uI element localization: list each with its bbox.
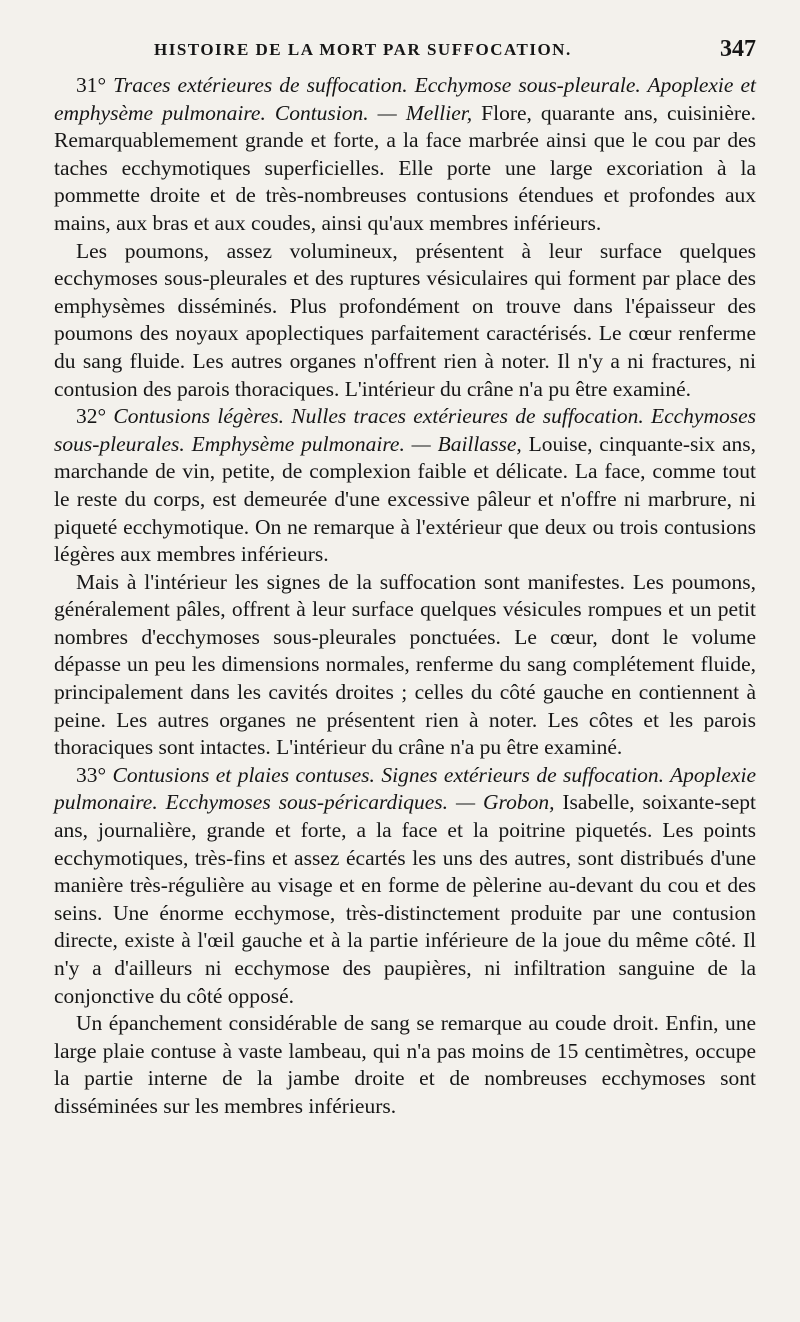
paragraph-text: Mais à l'intérieur les signes de la suffocation sont manifestes. Les poumons, généralement pâles, offrent à leur surface quelques vésicules rompues et un petit nombres d'ecchymoses sous-pleurales ponctuées. Le cœur, dont le volume dépasse un peu les dimensions normales, renferme du sang complétement fluide, principalement dans les cavités droites ; celles du côté gauche en contiennent à peine. Les autres organes ne présentent rien à noter. Les côtes et les parois thoraciques sont intactes. L'intérieur du crâne n'a pu être examiné. xyxy=(54,569,756,760)
case-33-continuation-paragraph xyxy=(54,1010,756,1120)
running-title: HISTOIRE DE LA MORT PAR SUFFOCATION. xyxy=(154,40,572,59)
case-32-paragraph xyxy=(54,403,756,569)
case-heading: Contusions et plaies contuses. Signes extérieurs de suffocation. Apoplexie pulmonaire. Ecchymoses sous-péricardiques. — Grobon, xyxy=(54,762,756,815)
case-heading: Traces extérieures de suffocation. Ecchymose sous-pleurale. Apoplexie et emphysème pulmonaire. Contusion. — Mellier, xyxy=(54,73,756,125)
case-33-paragraph xyxy=(54,762,756,1010)
case-31-autopsy-paragraph xyxy=(54,238,756,404)
case-number: 32° xyxy=(76,404,114,429)
paragraph-text: Un épanchement considérable de sang se remarque au coude droit. Enfin, une large plaie contuse à vaste lambeau, qui n'a pas moins de 15 centimètres, occupe la partie interne de la jambe droite et de nombreuses ecchymoses sont disséminées sur les membres inférieurs. xyxy=(54,1011,756,1118)
page-body xyxy=(54,72,756,1121)
case-32-autopsy-paragraph xyxy=(54,569,756,762)
case-number: 33° xyxy=(76,762,113,787)
page-header xyxy=(54,28,756,72)
case-text: Louise, cinquante-six ans, marchande de vin, petite, de complexion faible et délicate. La face, comme tout le reste du corps, est demeurée d'une excessive pâleur et n'offre ni marbrure, ni piqueté ecchymotique. On ne remarque à l'extérieur que deux ou trois contusions légères aux membres inférieurs. xyxy=(54,431,756,567)
case-text: Flore, quarante ans, cuisinière. Remarquablemement grande et forte, a la face marbrée ainsi que le cou par des taches ecchymotiques superficielles. Elle porte une large excoriation à la pommette droite et de très-nombreuses contusions étendues et profondes aux mains, aux bras et aux coudes, ainsi qu'aux membres inférieurs. xyxy=(54,100,756,235)
paragraph-text: Les poumons, assez volumineux, présentent à leur surface quelques ecchymoses sous-pleurales et des ruptures vésiculaires qui forment par place des emphysèmes disséminés. Plus profondément on trouve dans l'épaisseur des poumons des noyaux apoplectiques parfaitement caractérisés. Le cœur renferme du sang fluide. Les autres organes n'offrent rien à noter. Il n'y a ni fractures, ni contusion des parois thoraciques. L'intérieur du crâne n'a pu être examiné. xyxy=(54,238,756,401)
case-text: Isabelle, soixante-sept ans, journalière, grande et forte, a la face et la poitrine piquetés. Les points ecchymotiques, très-fins et assez écartés les uns des autres, sont distribués d'une manière très-régulière au visage et en forme de pèlerine au-devant du cou et des seins. Une énorme ecchymose, très-distinctement produite par une contusion directe, existe à l'œil gauche et à la partie inférieure de la joue du même côté. Il n'y a d'ailleurs ni ecchymose des paupières, ni infiltration sanguine de la conjonctive du côté opposé. xyxy=(54,790,756,1008)
page-number: 347 xyxy=(720,36,756,62)
case-31-paragraph xyxy=(54,72,756,238)
case-number: 31° xyxy=(76,73,114,97)
case-heading: Contusions légères. Nulles traces extérieures de suffocation. Ecchymoses sous-pleurales. Emphysème pulmonaire. — Baillasse, xyxy=(54,404,757,456)
